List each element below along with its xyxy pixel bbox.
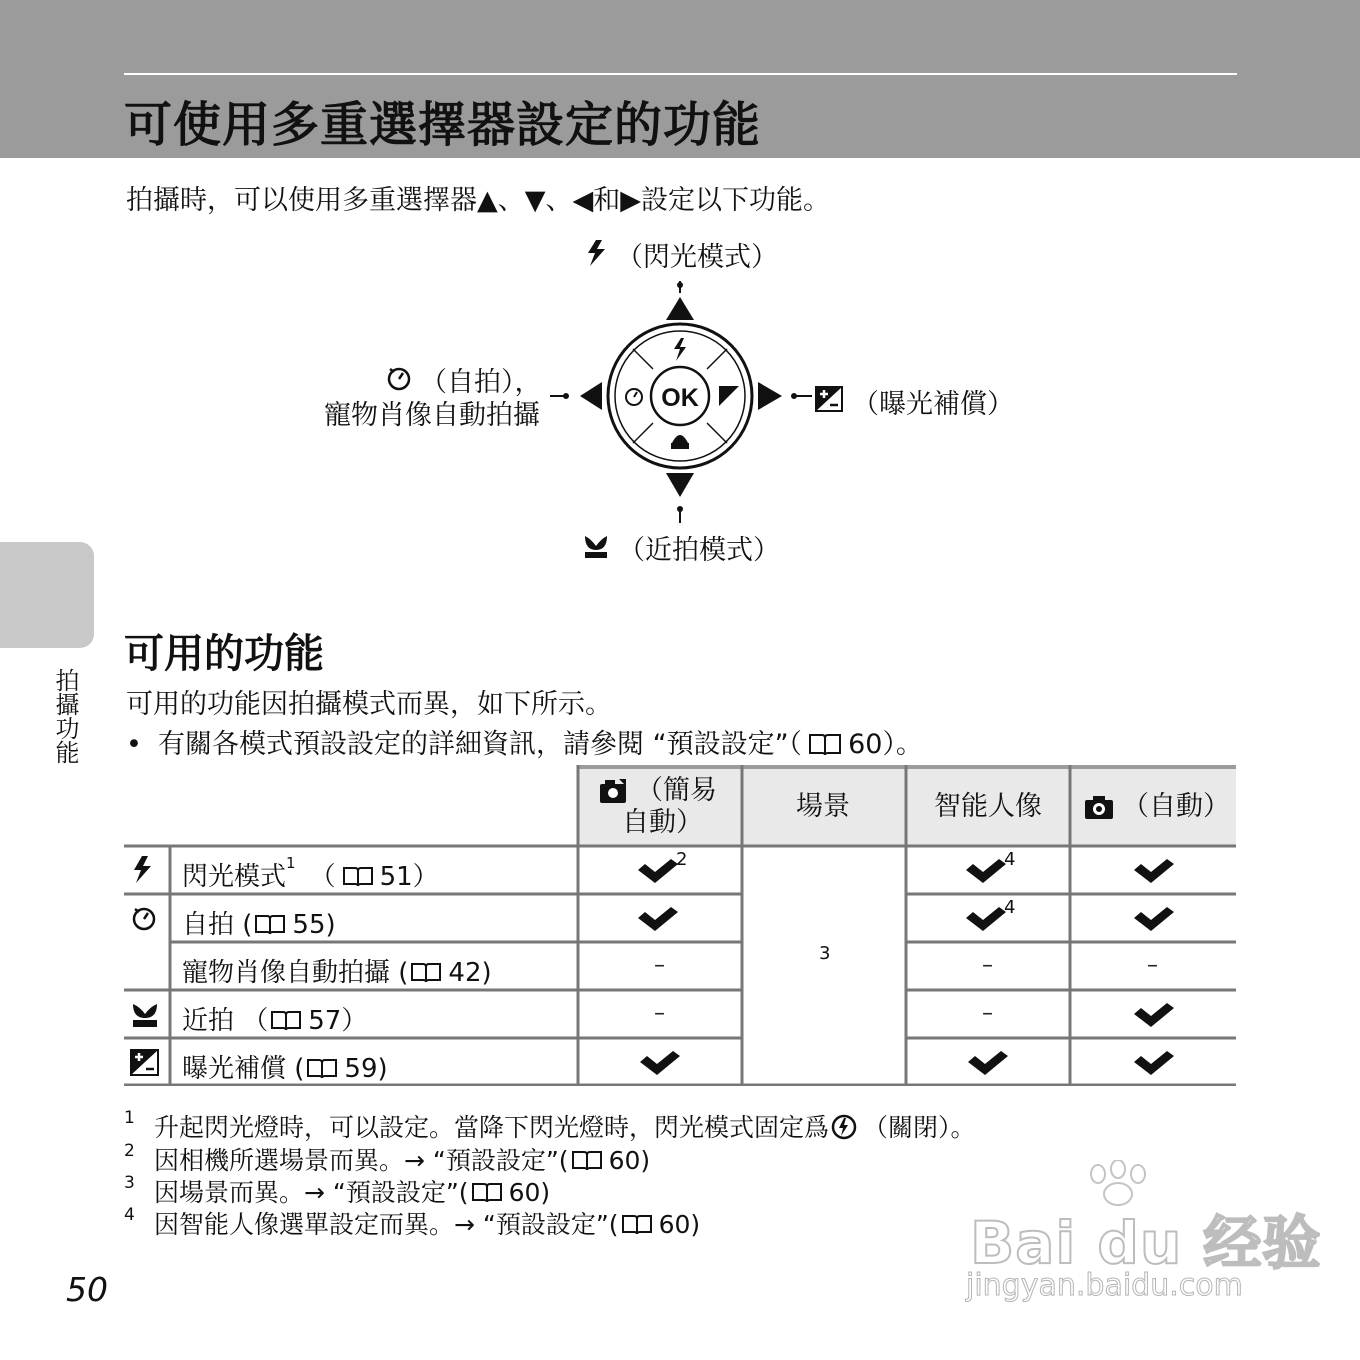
check-icon <box>1132 906 1176 932</box>
check-icon <box>964 906 1008 932</box>
bullet-text: 有關各模式預設設定的詳細資訊，請參閱 “預設設定”（ <box>158 729 803 760</box>
scene-note: 3 <box>819 943 831 964</box>
watermark-main: Bai du 经验 <box>970 1209 1322 1277</box>
side-tab <box>0 542 94 648</box>
down-arrow-icon <box>666 473 694 497</box>
macro-mode-label: （近拍模式） <box>618 535 780 566</box>
section-description: 可用的功能因拍攝模式而異，如下所示。 <box>126 689 612 720</box>
header-easy-auto: （簡易 <box>636 775 717 806</box>
dash-mark: – <box>1147 953 1158 978</box>
intro-text: 拍攝時，可以使用多重選擇器▲、▼、◀和▶設定以下功能。 <box>126 185 831 216</box>
dash-mark: – <box>654 1001 665 1026</box>
check-icon <box>636 858 680 884</box>
bullet-item <box>126 722 923 761</box>
bullet-dot: • <box>126 729 142 760</box>
baidu-watermark <box>960 1160 1322 1310</box>
book-icon <box>471 1181 503 1203</box>
footnote-4: 4 因智能人像選單設定而異。→ “預設設定”( 60) <box>124 1205 701 1239</box>
row-exposure-icon <box>130 1049 160 1077</box>
ok-label: OK <box>661 384 699 412</box>
camera-icon <box>1084 794 1114 820</box>
header-band <box>0 0 1360 158</box>
footnote-ref-4: 4 <box>1004 849 1016 870</box>
row-macro-icon <box>130 1002 160 1030</box>
book-icon <box>571 1149 603 1171</box>
book-icon <box>342 865 374 887</box>
self-timer-icon <box>386 364 412 392</box>
row-label-pet-portrait: 寵物肖像自動拍攝 ( 42) <box>182 958 492 988</box>
self-timer-label: （自拍）， <box>420 367 542 398</box>
dash-mark: – <box>654 953 665 978</box>
header-auto: （自動） <box>1122 791 1230 822</box>
watermark-sub: jingyan.baidu.com <box>966 1268 1243 1303</box>
row-label-macro: 近拍 （ 57） <box>182 1006 368 1036</box>
page-number: 50 <box>66 1270 108 1309</box>
up-arrow-icon <box>666 297 694 320</box>
left-arrow-icon <box>580 382 602 410</box>
multi-selector-diagram <box>300 225 1060 575</box>
available-functions-table <box>124 765 1236 1086</box>
section-title: 可用的功能 <box>124 631 324 677</box>
check-icon <box>964 858 1008 884</box>
footnote-ref-4: 4 <box>1004 897 1016 918</box>
pet-portrait-label: 寵物肖像自動拍攝 <box>324 400 540 431</box>
book-icon <box>254 913 286 935</box>
side-tab-label: 拍攝功能 <box>51 668 79 764</box>
header-rule <box>124 73 1237 75</box>
footnote-ref-2: 2 <box>676 849 688 870</box>
book-icon <box>270 1009 302 1031</box>
book-icon <box>621 1213 653 1235</box>
check-icon <box>636 906 680 932</box>
right-arrow-icon <box>758 382 782 410</box>
book-icon <box>808 732 842 756</box>
exposure-comp-icon <box>815 386 843 412</box>
header-scene: 場景 <box>796 791 850 822</box>
book-icon <box>306 1057 338 1079</box>
macro-icon <box>582 534 610 560</box>
row-label-flash: 閃光模式$^1$ （ 51） <box>182 854 439 892</box>
check-icon <box>1132 1002 1176 1028</box>
header-smart-portrait: 智能人像 <box>934 791 1042 822</box>
check-icon <box>1132 858 1176 884</box>
header-easy-auto-line2: 自動） <box>622 807 703 838</box>
row-label-exposure: 曝光補償 ( 59) <box>182 1054 388 1084</box>
footnote-1: 1 升起閃光燈時，可以設定。當降下閃光燈時，閃光模式固定爲 （關閉）。 <box>124 1108 976 1142</box>
check-icon <box>966 1050 1010 1076</box>
flash-off-icon <box>831 1114 857 1140</box>
footnote-3: 3 因場景而異。→ “預設設定”( 60) <box>124 1173 551 1207</box>
book-icon <box>410 961 442 983</box>
page-title: 可使用多重選擇器設定的功能 <box>124 97 762 153</box>
check-icon <box>638 1050 682 1076</box>
easy-auto-icon <box>599 777 629 805</box>
footnote-2: 2 因相機所選場景而異。→ “預設設定”( 60) <box>124 1141 651 1175</box>
exposure-comp-label: （曝光補償） <box>852 389 1014 420</box>
row-self-timer-icon <box>130 904 158 932</box>
check-icon <box>1132 1050 1176 1076</box>
bullet-page-ref: 60）。 <box>848 729 923 760</box>
dash-mark: – <box>982 1001 993 1026</box>
dash-mark: – <box>982 953 993 978</box>
row-flash-icon <box>132 855 154 885</box>
flash-icon <box>586 239 608 267</box>
flash-mode-label: （閃光模式） <box>616 242 778 273</box>
row-label-self-timer: 自拍 ( 55) <box>182 910 336 940</box>
